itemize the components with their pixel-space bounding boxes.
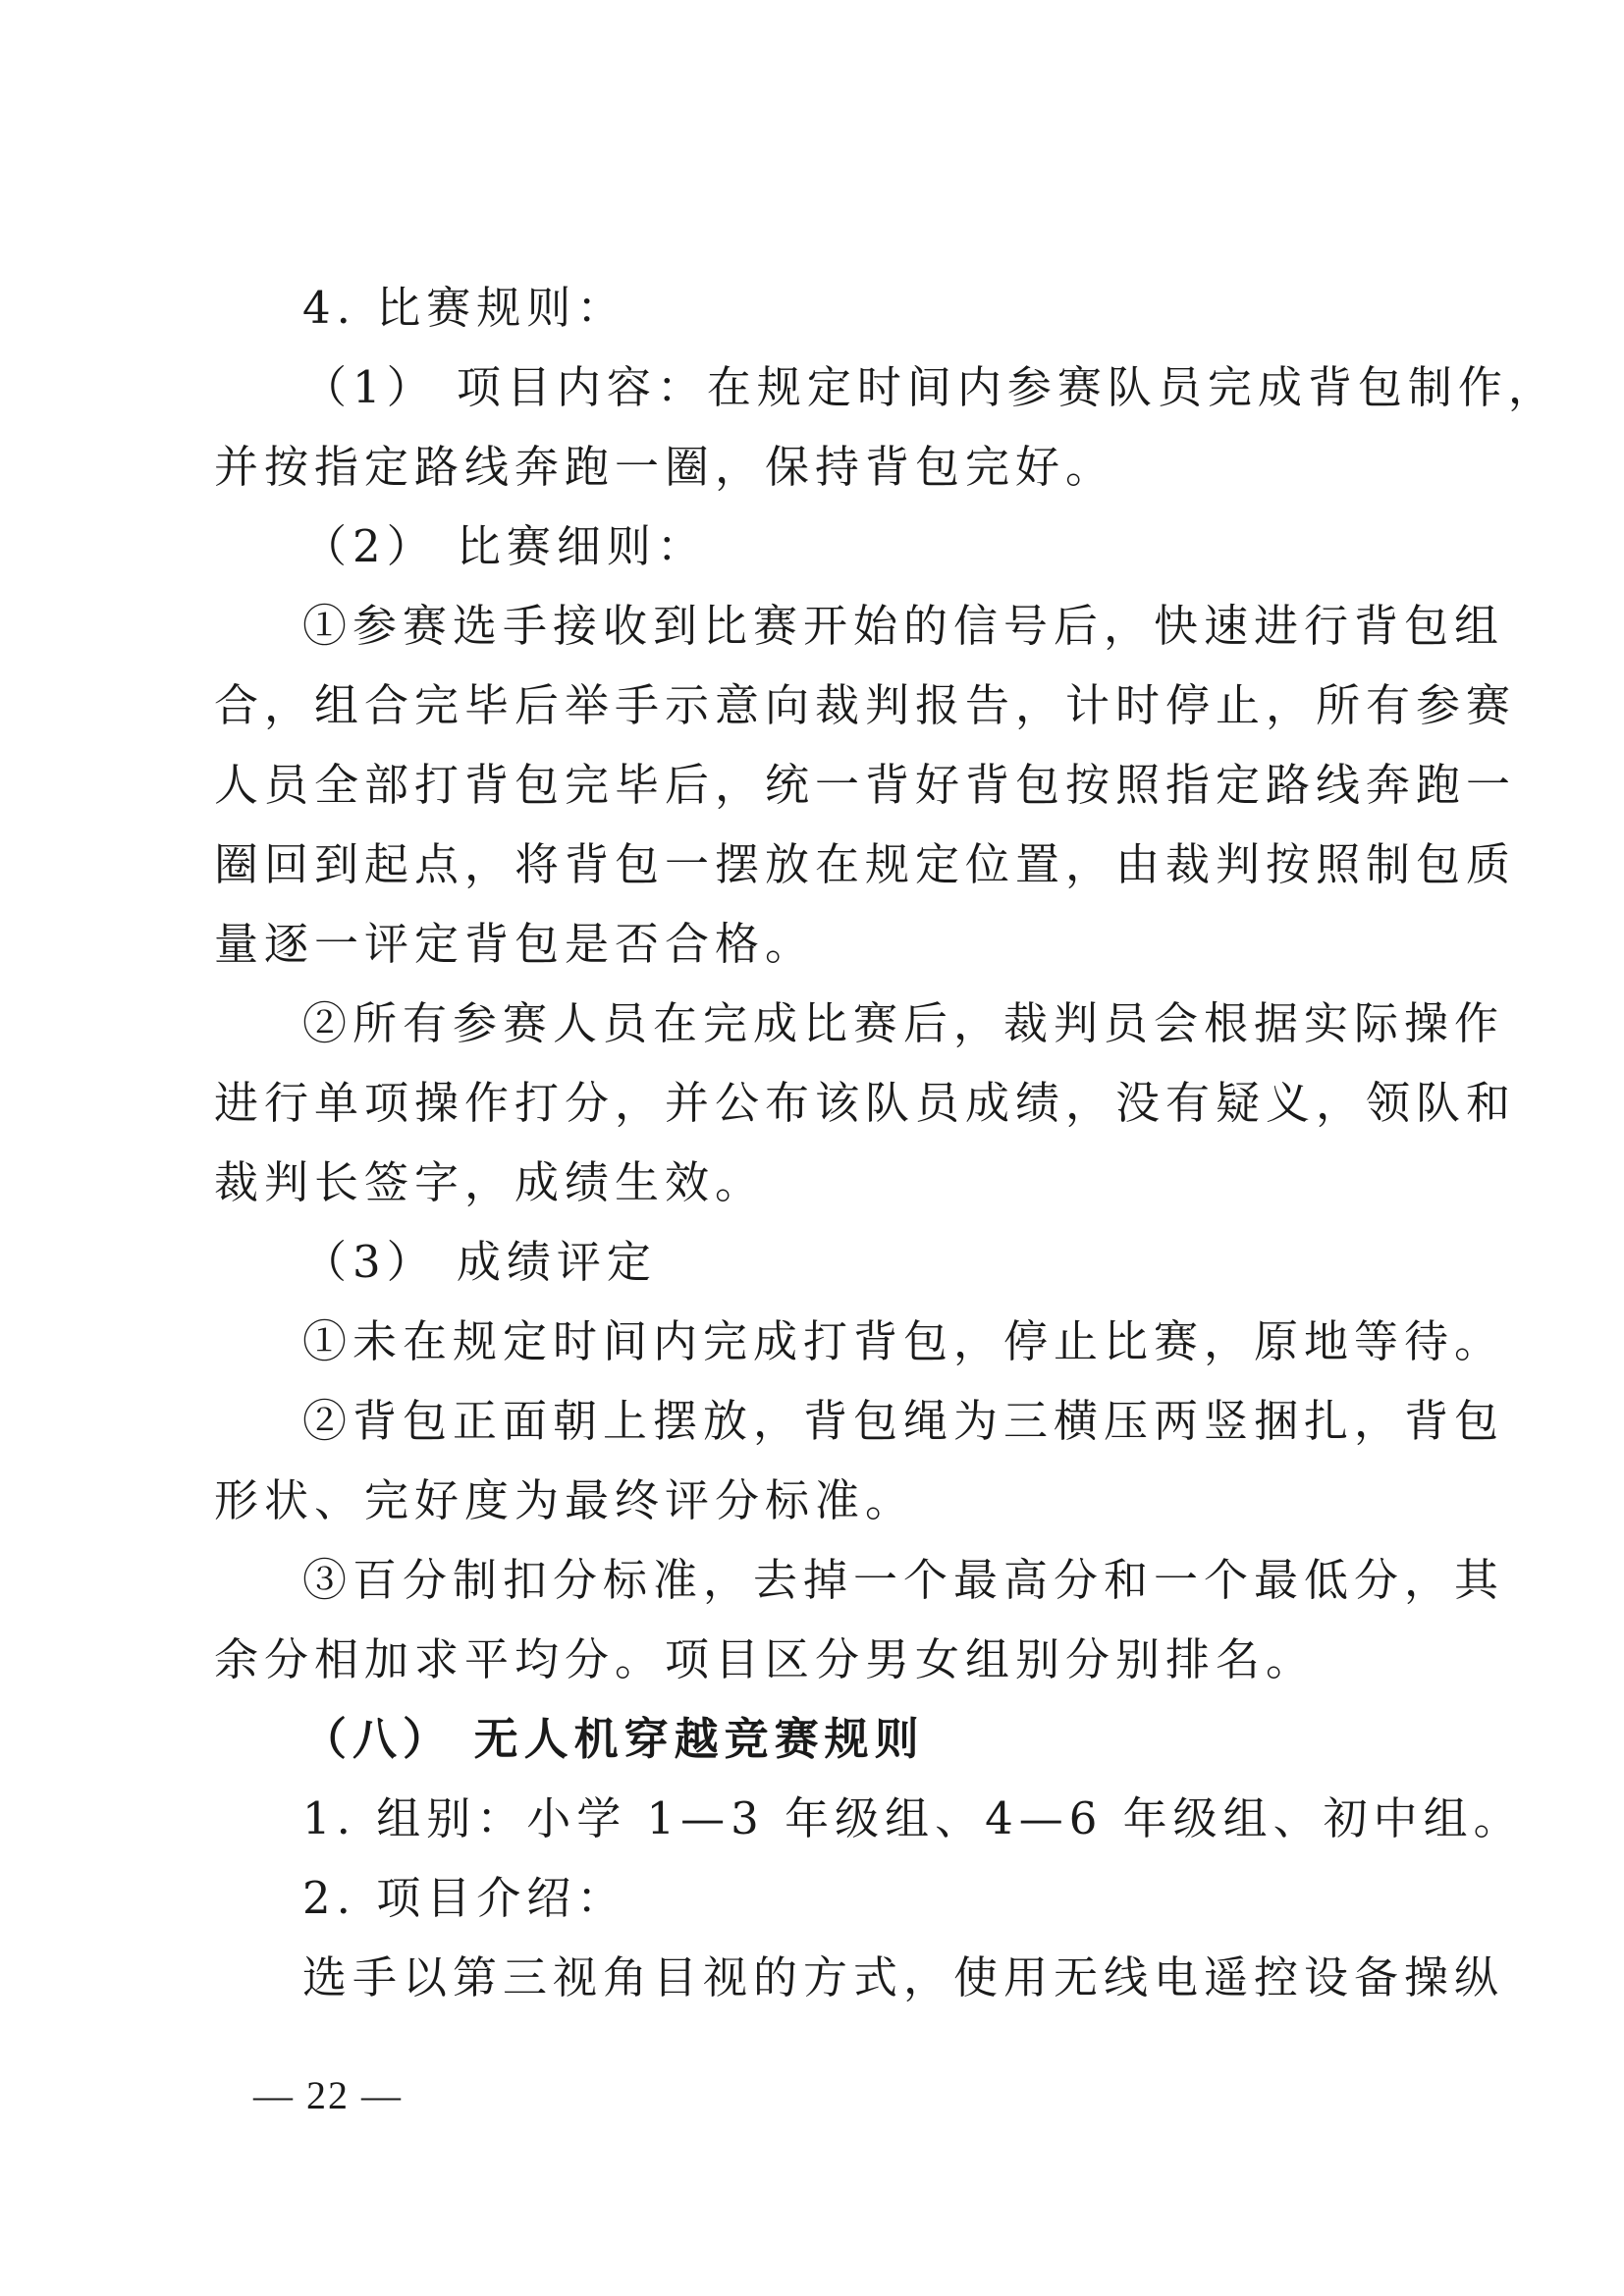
- paragraph-line: 进行单项操作打分，并公布该队员成绩，没有疑义，领队和: [214, 1077, 1517, 1129]
- section-heading-rules: 4. 比赛规则：: [302, 282, 627, 334]
- paragraph-line: 量逐一评定背包是否合格。: [214, 918, 816, 970]
- paragraph-project-intro: 选手以第三视角目视的方式，使用无线电遥控设备操纵: [302, 1951, 1505, 2003]
- subheading-project-intro: 2. 项目介绍：: [302, 1872, 627, 1924]
- section-heading-drone-rules: （八） 无人机穿越竞赛规则: [302, 1713, 925, 1765]
- paragraph-line: 并按指定路线奔跑一圈，保持背包完好。: [214, 441, 1116, 493]
- paragraph-score-3: ③百分制扣分标准，去掉一个最高分和一个最低分，其: [302, 1554, 1505, 1606]
- paragraph-score-1: ①未在规定时间内完成打背包，停止比赛，原地等待。: [302, 1315, 1505, 1367]
- page-number: — 22 —: [253, 2073, 403, 2117]
- paragraph-detail-2: ②所有参赛人员在完成比赛后，裁判员会根据实际操作: [302, 997, 1505, 1049]
- paragraph-project-content: （1） 项目内容：在规定时间内参赛队员完成背包制作，: [302, 361, 1558, 413]
- paragraph-line: 形状、完好度为最终评分标准。: [214, 1474, 916, 1526]
- subheading-score-evaluation: （3） 成绩评定: [302, 1236, 657, 1288]
- paragraph-line: 圈回到起点，将背包一摆放在规定位置，由裁判按照制包质: [214, 838, 1517, 890]
- subheading-competition-details: （2） 比赛细则：: [302, 520, 707, 572]
- paragraph-score-2: ②背包正面朝上摆放，背包绳为三横压两竖捆扎，背包: [302, 1395, 1505, 1447]
- paragraph-line: 人员全部打背包完毕后，统一背好背包按照指定路线奔跑一: [214, 759, 1517, 811]
- paragraph-detail-1: ①参赛选手接收到比赛开始的信号后，快速进行背包组: [302, 600, 1505, 652]
- paragraph-line: 余分相加求平均分。项目区分男女组别分别排名。: [214, 1633, 1317, 1685]
- paragraph-line: 裁判长签字，成绩生效。: [214, 1156, 766, 1208]
- paragraph-groups: 1. 组别：小学 1—3 年级组、4—6 年级组、初中组。: [302, 1792, 1524, 1844]
- paragraph-line: 合，组合完毕后举手示意向裁判报告，计时停止，所有参赛: [214, 679, 1517, 731]
